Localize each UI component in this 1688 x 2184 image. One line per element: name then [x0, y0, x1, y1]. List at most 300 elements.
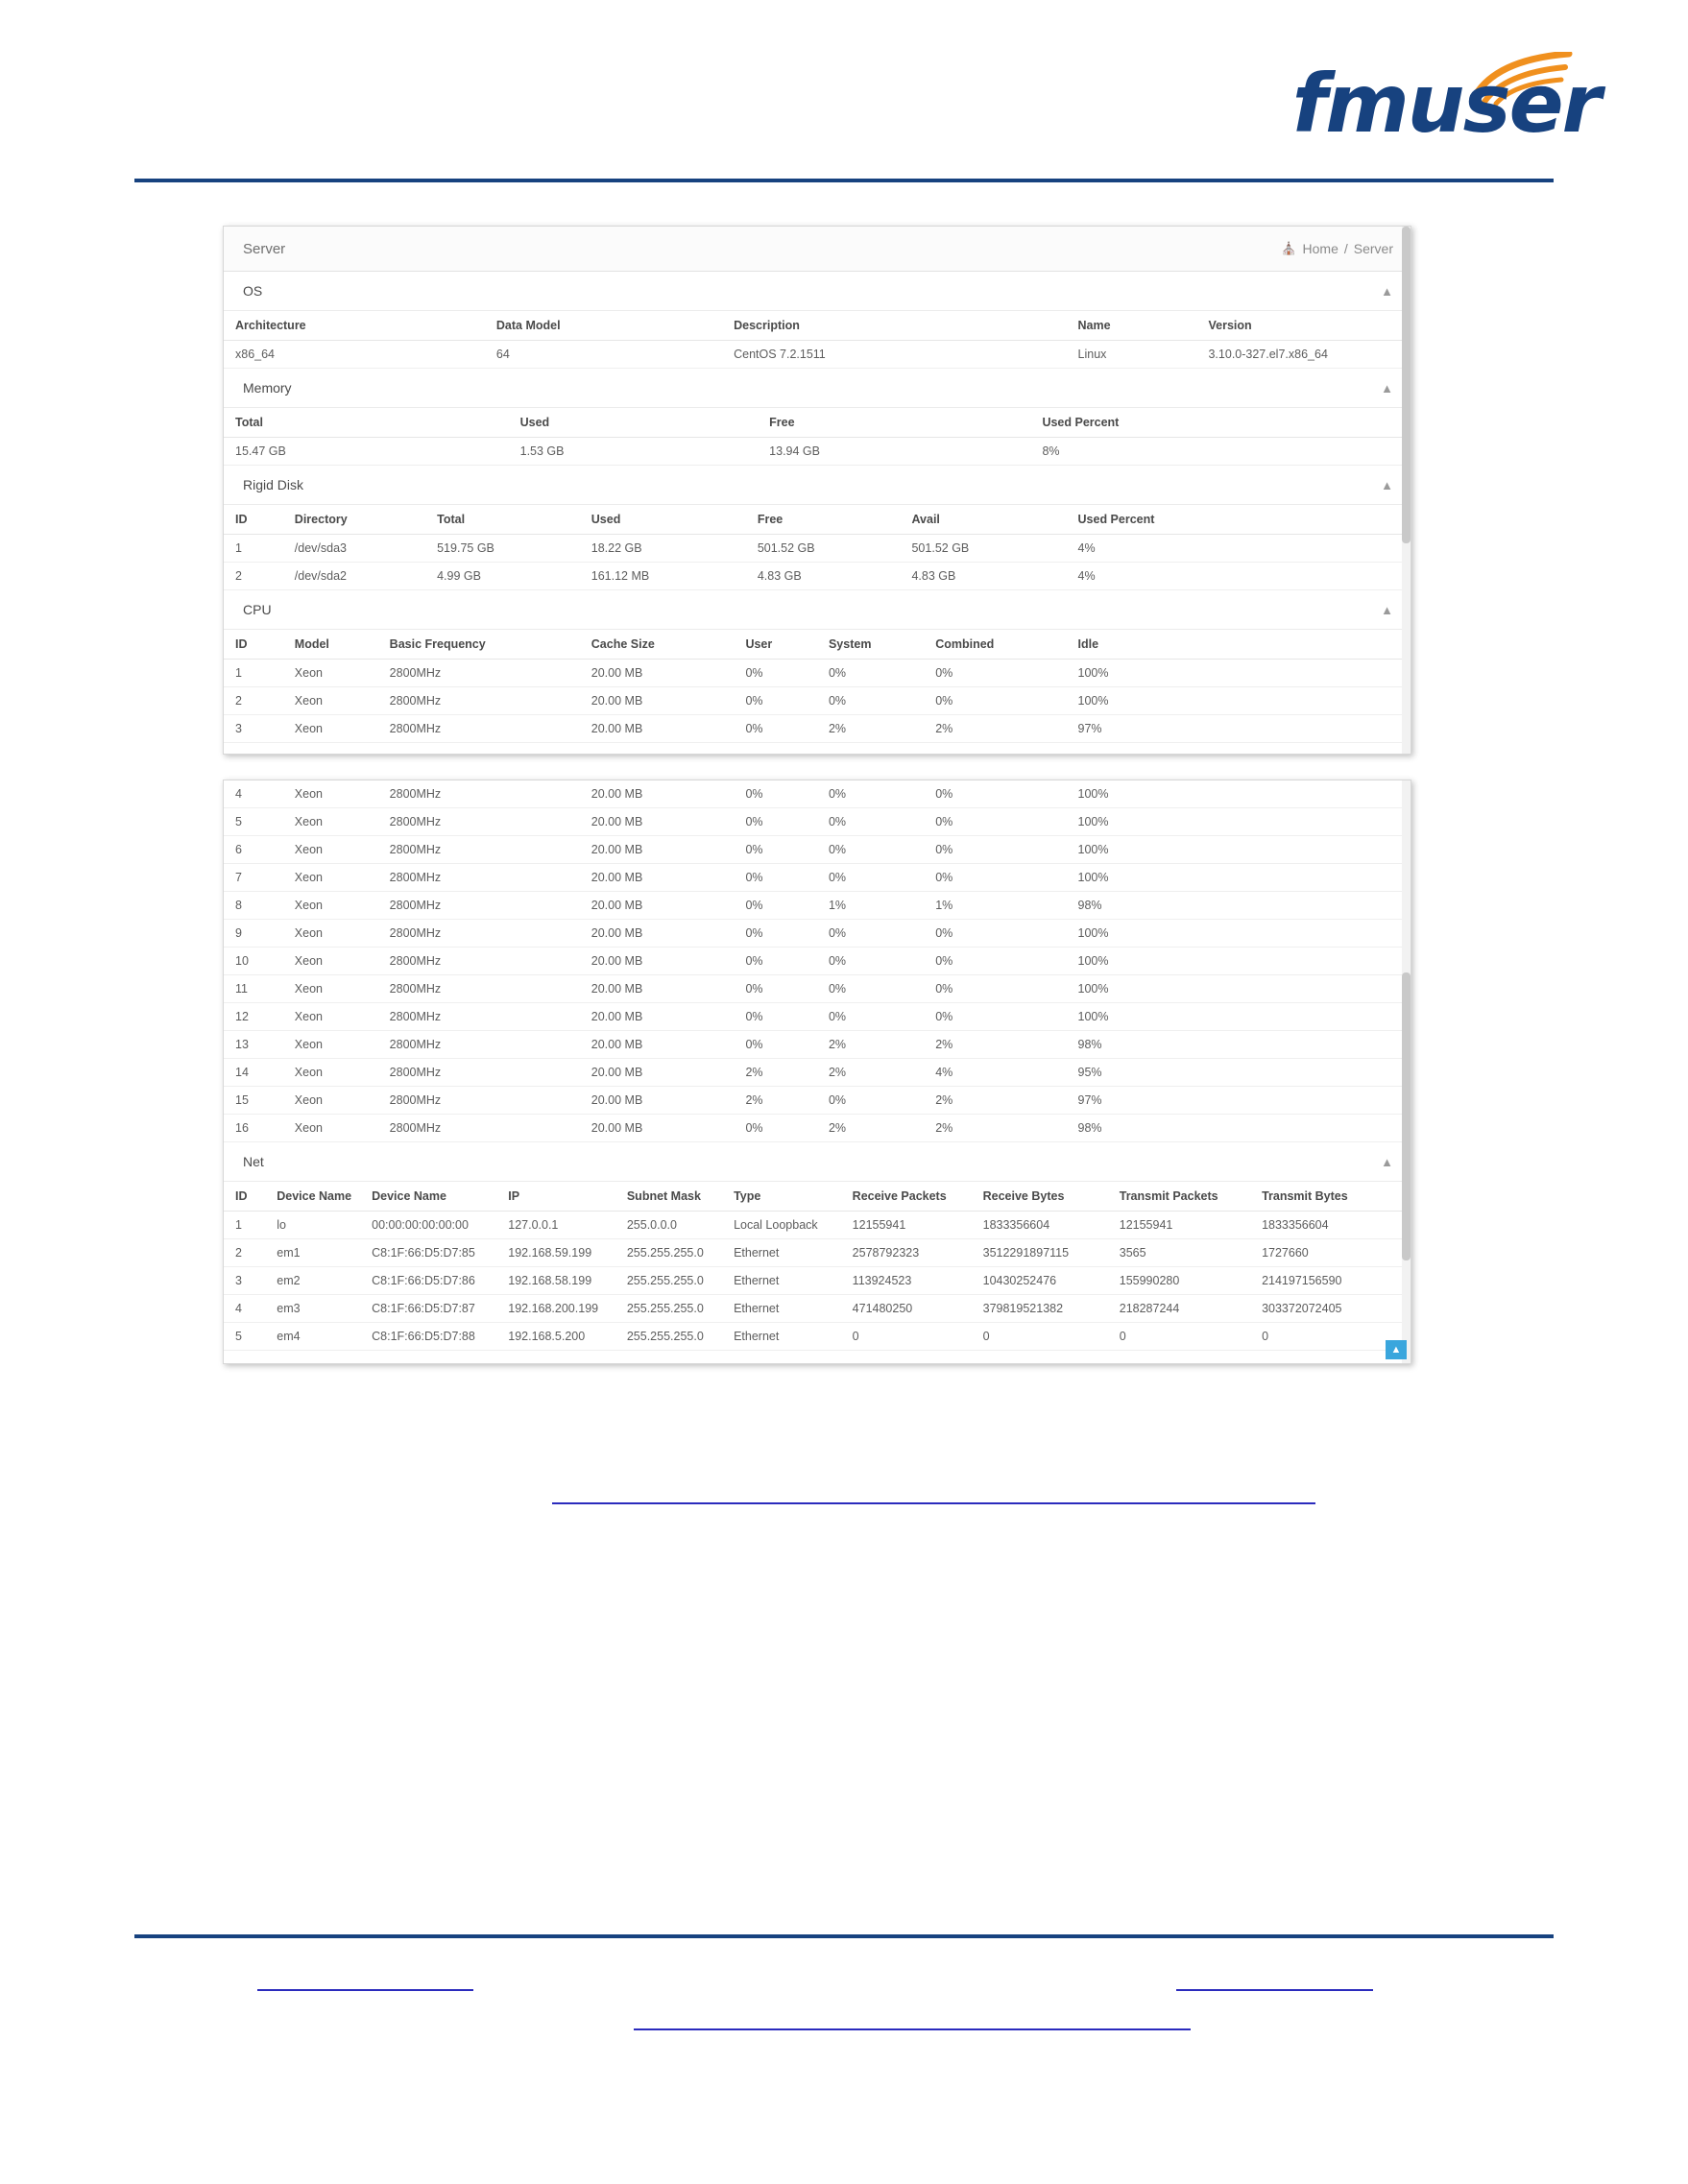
- cell: 100%: [1067, 687, 1411, 715]
- cell: 13.94 GB: [758, 438, 1030, 466]
- col-3: IP: [496, 1182, 615, 1212]
- cell: 0%: [924, 1003, 1066, 1031]
- cell: 95%: [1067, 1059, 1411, 1087]
- cell: Xeon: [283, 920, 378, 948]
- cell: 20.00 MB: [580, 864, 735, 892]
- cell: 0%: [734, 892, 817, 920]
- table-row: [224, 808, 1411, 836]
- cell: 2%: [924, 715, 1066, 743]
- section-header-memory[interactable]: [224, 369, 1411, 408]
- cell: 192.168.59.199: [496, 1239, 615, 1267]
- cell: C8:1F:66:D5:D7:88: [360, 1323, 496, 1351]
- vertical-scrollbar-thumb[interactable]: [1402, 972, 1411, 1260]
- table-row: [224, 948, 1411, 975]
- cell: 0%: [734, 780, 817, 808]
- cell: 15.47 GB: [224, 438, 509, 466]
- cell: 0%: [817, 836, 924, 864]
- cell: Xeon: [283, 660, 378, 687]
- col-8: Transmit Packets: [1108, 1182, 1250, 1212]
- cell: 20.00 MB: [580, 660, 735, 687]
- cell: 2800MHz: [378, 780, 580, 808]
- cell: 0%: [924, 975, 1066, 1003]
- cell: 4%: [1067, 563, 1411, 590]
- cell: C8:1F:66:D5:D7:87: [360, 1295, 496, 1323]
- col-total: Total: [425, 505, 580, 535]
- cell: 97%: [1067, 1087, 1411, 1115]
- section-title-rigid-disk: Rigid Disk: [243, 477, 304, 492]
- cell: Xeon: [283, 975, 378, 1003]
- cell: 0: [972, 1323, 1108, 1351]
- table-row: [224, 1003, 1411, 1031]
- col-used-percent: Used Percent: [1067, 505, 1411, 535]
- cell: 0%: [734, 1031, 817, 1059]
- cell: 12155941: [841, 1212, 972, 1239]
- col-architecture: Architecture: [224, 311, 485, 341]
- cell: 98%: [1067, 1031, 1411, 1059]
- cell: em4: [265, 1323, 360, 1351]
- breadcrumb-current: Server: [1353, 241, 1393, 256]
- cell: 0%: [817, 780, 924, 808]
- col-combined: Combined: [924, 630, 1066, 660]
- chevron-up-icon[interactable]: ▲: [1381, 283, 1393, 299]
- cell: 0%: [817, 1087, 924, 1115]
- col-id: ID: [224, 630, 283, 660]
- cell: 1833356604: [972, 1212, 1108, 1239]
- cell: 13: [224, 1031, 283, 1059]
- cell: 2800MHz: [378, 1031, 580, 1059]
- cell: 0%: [734, 1003, 817, 1031]
- cell: 2800MHz: [378, 1087, 580, 1115]
- cell: 9: [224, 920, 283, 948]
- cell: Linux: [1067, 341, 1197, 369]
- cell: 0%: [734, 864, 817, 892]
- cell: 155990280: [1108, 1267, 1250, 1295]
- cell: 161.12 MB: [580, 563, 746, 590]
- cell: 15: [224, 1087, 283, 1115]
- cell: 4.83 GB: [900, 563, 1066, 590]
- cell: 97%: [1067, 715, 1411, 743]
- cell: 1%: [924, 892, 1066, 920]
- cell: Xeon: [283, 1031, 378, 1059]
- cell: 4.99 GB: [425, 563, 580, 590]
- section-title-memory: Memory: [243, 380, 292, 396]
- col-7: Receive Bytes: [972, 1182, 1108, 1212]
- cell: 0: [841, 1323, 972, 1351]
- chevron-up-icon[interactable]: ▲: [1381, 1154, 1393, 1169]
- cell: Ethernet: [722, 1323, 841, 1351]
- table-row: [224, 687, 1411, 715]
- memory-table: [224, 408, 1411, 466]
- cell: 2800MHz: [378, 1115, 580, 1142]
- cell: 2: [224, 563, 283, 590]
- table-row: [224, 920, 1411, 948]
- cell: 2800MHz: [378, 975, 580, 1003]
- footer-link-underline-left: [257, 1989, 473, 1991]
- footer-link-underline-center: [634, 2028, 1191, 2030]
- home-icon: ⛪: [1281, 241, 1297, 255]
- chevron-up-icon[interactable]: ▲: [1381, 477, 1393, 492]
- cell: 0%: [924, 780, 1066, 808]
- table-header-row: [224, 408, 1411, 438]
- section-title-cpu: CPU: [243, 602, 272, 617]
- table-row: [224, 438, 1411, 466]
- chevron-up-icon[interactable]: ▲: [1381, 602, 1393, 617]
- cell: 0%: [924, 864, 1066, 892]
- cell: C8:1F:66:D5:D7:85: [360, 1239, 496, 1267]
- cell: 20.00 MB: [580, 1031, 735, 1059]
- cell: 2800MHz: [378, 920, 580, 948]
- col-used: Used: [580, 505, 746, 535]
- cell: 5: [224, 808, 283, 836]
- cell: 2%: [817, 1059, 924, 1087]
- table-row: [224, 1267, 1411, 1295]
- breadcrumb-separator: /: [1343, 241, 1348, 256]
- section-header-os[interactable]: [224, 272, 1411, 311]
- col-data-model: Data Model: [485, 311, 722, 341]
- brand-name: fmuser: [1291, 57, 1600, 151]
- cell: 0%: [817, 864, 924, 892]
- cell: Ethernet: [722, 1239, 841, 1267]
- table-header-row: [224, 505, 1411, 535]
- document-link-underline: [552, 1502, 1315, 1504]
- table-header-row: [224, 1182, 1411, 1212]
- table-row: [224, 1295, 1411, 1323]
- cell: 00:00:00:00:00:00: [360, 1212, 496, 1239]
- col-4: Subnet Mask: [615, 1182, 722, 1212]
- cell: 20.00 MB: [580, 715, 735, 743]
- cell: 4.83 GB: [746, 563, 901, 590]
- cell: 0%: [734, 808, 817, 836]
- cell: 192.168.5.200: [496, 1323, 615, 1351]
- cell: 2%: [817, 715, 924, 743]
- cell: 7: [224, 864, 283, 892]
- cell: 255.255.255.0: [615, 1267, 722, 1295]
- table-row: [224, 1115, 1411, 1142]
- cell: 4%: [924, 1059, 1066, 1087]
- col-used: Used: [509, 408, 759, 438]
- cell: 2800MHz: [378, 687, 580, 715]
- cell: 100%: [1067, 780, 1411, 808]
- cell: 4: [224, 1295, 265, 1323]
- table-row: [224, 892, 1411, 920]
- rigid-disk-table: [224, 505, 1411, 590]
- cell: 6: [224, 836, 283, 864]
- cell: 2%: [817, 1031, 924, 1059]
- cell: 3: [224, 715, 283, 743]
- col-free: Free: [758, 408, 1030, 438]
- cell: 2800MHz: [378, 1059, 580, 1087]
- cell: 98%: [1067, 892, 1411, 920]
- os-table: [224, 311, 1411, 369]
- cell: 1: [224, 1212, 265, 1239]
- cell: em2: [265, 1267, 360, 1295]
- cell: 501.52 GB: [900, 535, 1066, 563]
- cell: 0%: [817, 975, 924, 1003]
- cell: 2800MHz: [378, 948, 580, 975]
- col-model: Model: [283, 630, 378, 660]
- table-row: [224, 864, 1411, 892]
- col-9: Transmit Bytes: [1250, 1182, 1411, 1212]
- cell: 1: [224, 660, 283, 687]
- page-title: Server: [243, 240, 286, 257]
- cell: 20.00 MB: [580, 920, 735, 948]
- cell: 100%: [1067, 1003, 1411, 1031]
- cell: 2: [224, 687, 283, 715]
- table-row: [224, 341, 1411, 369]
- cell: 2%: [734, 1087, 817, 1115]
- cell: 2%: [734, 1059, 817, 1087]
- cell: /dev/sda3: [283, 535, 425, 563]
- cell: 0: [1250, 1323, 1411, 1351]
- cell: C8:1F:66:D5:D7:86: [360, 1267, 496, 1295]
- cell: 127.0.0.1: [496, 1212, 615, 1239]
- col-user: User: [734, 630, 817, 660]
- cell: 20.00 MB: [580, 836, 735, 864]
- cell: Xeon: [283, 780, 378, 808]
- cell: 64: [485, 341, 722, 369]
- cell: 12155941: [1108, 1212, 1250, 1239]
- table-row: [224, 975, 1411, 1003]
- col-version: Version: [1196, 311, 1411, 341]
- cell: /dev/sda2: [283, 563, 425, 590]
- cell: 20.00 MB: [580, 780, 735, 808]
- cell: Xeon: [283, 836, 378, 864]
- cell: 10: [224, 948, 283, 975]
- cell: 5: [224, 1323, 265, 1351]
- cell: 1.53 GB: [509, 438, 759, 466]
- cell: 100%: [1067, 920, 1411, 948]
- cell: Xeon: [283, 1059, 378, 1087]
- cell: 100%: [1067, 975, 1411, 1003]
- table-row: [224, 535, 1411, 563]
- brand-logo: [1187, 57, 1600, 151]
- cell: 20.00 MB: [580, 1087, 735, 1115]
- cell: 98%: [1067, 1115, 1411, 1142]
- col-system: System: [817, 630, 924, 660]
- cell: 192.168.58.199: [496, 1267, 615, 1295]
- cell: 0%: [734, 975, 817, 1003]
- cell: 255.0.0.0: [615, 1212, 722, 1239]
- table-row: [224, 1059, 1411, 1087]
- cell: 2%: [924, 1115, 1066, 1142]
- col-0: ID: [224, 1182, 265, 1212]
- section-title-os: OS: [243, 283, 263, 299]
- cell: 3: [224, 1267, 265, 1295]
- cell: 18.22 GB: [580, 535, 746, 563]
- cell: em1: [265, 1239, 360, 1267]
- cell: 4: [224, 780, 283, 808]
- cell: Xeon: [283, 948, 378, 975]
- col-5: Type: [722, 1182, 841, 1212]
- cell: 0%: [734, 920, 817, 948]
- table-row: [224, 1212, 1411, 1239]
- breadcrumb-home[interactable]: Home: [1302, 241, 1338, 256]
- col-avail: Avail: [900, 505, 1066, 535]
- cell: 4%: [1067, 535, 1411, 563]
- cell: lo: [265, 1212, 360, 1239]
- cell: 303372072405: [1250, 1295, 1411, 1323]
- cell: 1: [224, 535, 283, 563]
- cell: 20.00 MB: [580, 1059, 735, 1087]
- cell: 0%: [924, 808, 1066, 836]
- cell: 14: [224, 1059, 283, 1087]
- cell: 0%: [924, 687, 1066, 715]
- cell: 0%: [817, 808, 924, 836]
- cell: 8%: [1030, 438, 1411, 466]
- cell: 0%: [924, 920, 1066, 948]
- vertical-scrollbar-track[interactable]: [1402, 227, 1411, 754]
- col-used-percent: Used Percent: [1030, 408, 1411, 438]
- cell: 1727660: [1250, 1239, 1411, 1267]
- col-2: Device Name: [360, 1182, 496, 1212]
- cell: 0%: [734, 715, 817, 743]
- cell: Xeon: [283, 892, 378, 920]
- cell: 100%: [1067, 948, 1411, 975]
- table-row: [224, 563, 1411, 590]
- cell: 3565: [1108, 1239, 1250, 1267]
- cell: 100%: [1067, 836, 1411, 864]
- table-row: [224, 660, 1411, 687]
- cell: 1%: [817, 892, 924, 920]
- col-directory: Directory: [283, 505, 425, 535]
- cell: Xeon: [283, 1115, 378, 1142]
- cell: 0%: [924, 660, 1066, 687]
- col-description: Description: [722, 311, 1066, 341]
- cell: Xeon: [283, 808, 378, 836]
- col-basic-frequency: Basic Frequency: [378, 630, 580, 660]
- cell: 100%: [1067, 864, 1411, 892]
- table-header-row: [224, 630, 1411, 660]
- cell: 20.00 MB: [580, 808, 735, 836]
- chevron-up-icon[interactable]: ▲: [1381, 380, 1393, 396]
- net-table: [224, 1182, 1411, 1351]
- cell: 8: [224, 892, 283, 920]
- table-row: [224, 715, 1411, 743]
- cell: Local Loopback: [722, 1212, 841, 1239]
- footer-divider: [134, 1934, 1554, 1938]
- cell: CentOS 7.2.1511: [722, 341, 1066, 369]
- cell: 113924523: [841, 1267, 972, 1295]
- server-dashboard-panel-top: [223, 226, 1411, 755]
- table-row: [224, 836, 1411, 864]
- cell: Xeon: [283, 1003, 378, 1031]
- vertical-scrollbar-thumb[interactable]: [1402, 227, 1411, 543]
- cell: 20.00 MB: [580, 687, 735, 715]
- cell: 20.00 MB: [580, 975, 735, 1003]
- cell: 1833356604: [1250, 1212, 1411, 1239]
- server-dashboard-panel-bottom: [223, 780, 1411, 1364]
- cell: 2800MHz: [378, 808, 580, 836]
- col-total: Total: [224, 408, 509, 438]
- col-cache-size: Cache Size: [580, 630, 735, 660]
- cell: 20.00 MB: [580, 892, 735, 920]
- cell: 20.00 MB: [580, 1003, 735, 1031]
- cell: 2800MHz: [378, 892, 580, 920]
- cell: 2800MHz: [378, 1003, 580, 1031]
- cell: 0%: [734, 948, 817, 975]
- cell: 0%: [817, 920, 924, 948]
- cell: 501.52 GB: [746, 535, 901, 563]
- cpu-table: [224, 630, 1411, 743]
- cell: 100%: [1067, 808, 1411, 836]
- cell: 10430252476: [972, 1267, 1108, 1295]
- cell: 11: [224, 975, 283, 1003]
- table-row: [224, 1239, 1411, 1267]
- cell: 192.168.200.199: [496, 1295, 615, 1323]
- table-row: [224, 1031, 1411, 1059]
- table-row: [224, 1087, 1411, 1115]
- cell: 2%: [924, 1031, 1066, 1059]
- cell: 0%: [924, 836, 1066, 864]
- cell: x86_64: [224, 341, 485, 369]
- cell: 0%: [734, 687, 817, 715]
- cell: 3512291897115: [972, 1239, 1108, 1267]
- footer-link-underline-right: [1176, 1989, 1373, 1991]
- section-header-net[interactable]: [224, 1142, 1411, 1182]
- cell: 0%: [817, 948, 924, 975]
- cell: Xeon: [283, 715, 378, 743]
- cell: Ethernet: [722, 1267, 841, 1295]
- col-id: ID: [224, 505, 283, 535]
- col-6: Receive Packets: [841, 1182, 972, 1212]
- cell: Xeon: [283, 687, 378, 715]
- cell: 0%: [734, 1115, 817, 1142]
- cell: Xeon: [283, 864, 378, 892]
- breadcrumb: [1281, 241, 1393, 256]
- cell: 2800MHz: [378, 836, 580, 864]
- cell: em3: [265, 1295, 360, 1323]
- cell: 0%: [734, 660, 817, 687]
- cell: Ethernet: [722, 1295, 841, 1323]
- cell: Xeon: [283, 1087, 378, 1115]
- table-row: [224, 1323, 1411, 1351]
- cell: 0: [1108, 1323, 1250, 1351]
- cell: 255.255.255.0: [615, 1295, 722, 1323]
- cell: 0%: [817, 687, 924, 715]
- cell: 2%: [817, 1115, 924, 1142]
- cell: 0%: [817, 660, 924, 687]
- cell: 3.10.0-327.el7.x86_64: [1196, 341, 1411, 369]
- section-header-rigid-disk[interactable]: [224, 466, 1411, 505]
- cell: 0%: [734, 836, 817, 864]
- vertical-scrollbar-track[interactable]: [1402, 780, 1411, 1363]
- cpu-table-continued: [224, 780, 1411, 1142]
- section-header-cpu[interactable]: [224, 590, 1411, 630]
- col-free: Free: [746, 505, 901, 535]
- cell: 0%: [817, 1003, 924, 1031]
- col-name: Name: [1067, 311, 1197, 341]
- cell: 2: [224, 1239, 265, 1267]
- col-1: Device Name: [265, 1182, 360, 1212]
- table-row: [224, 780, 1411, 808]
- cell: 16: [224, 1115, 283, 1142]
- cell: 2800MHz: [378, 715, 580, 743]
- cell: 214197156590: [1250, 1267, 1411, 1295]
- cell: 12: [224, 1003, 283, 1031]
- back-to-top-button[interactable]: ▲: [1386, 1340, 1407, 1359]
- cell: 218287244: [1108, 1295, 1250, 1323]
- header-divider: [134, 179, 1554, 182]
- cell: 2800MHz: [378, 660, 580, 687]
- cell: 519.75 GB: [425, 535, 580, 563]
- cell: 0%: [924, 948, 1066, 975]
- table-header-row: [224, 311, 1411, 341]
- cell: 2578792323: [841, 1239, 972, 1267]
- cell: 100%: [1067, 660, 1411, 687]
- col-idle: Idle: [1067, 630, 1411, 660]
- cell: 471480250: [841, 1295, 972, 1323]
- cell: 20.00 MB: [580, 948, 735, 975]
